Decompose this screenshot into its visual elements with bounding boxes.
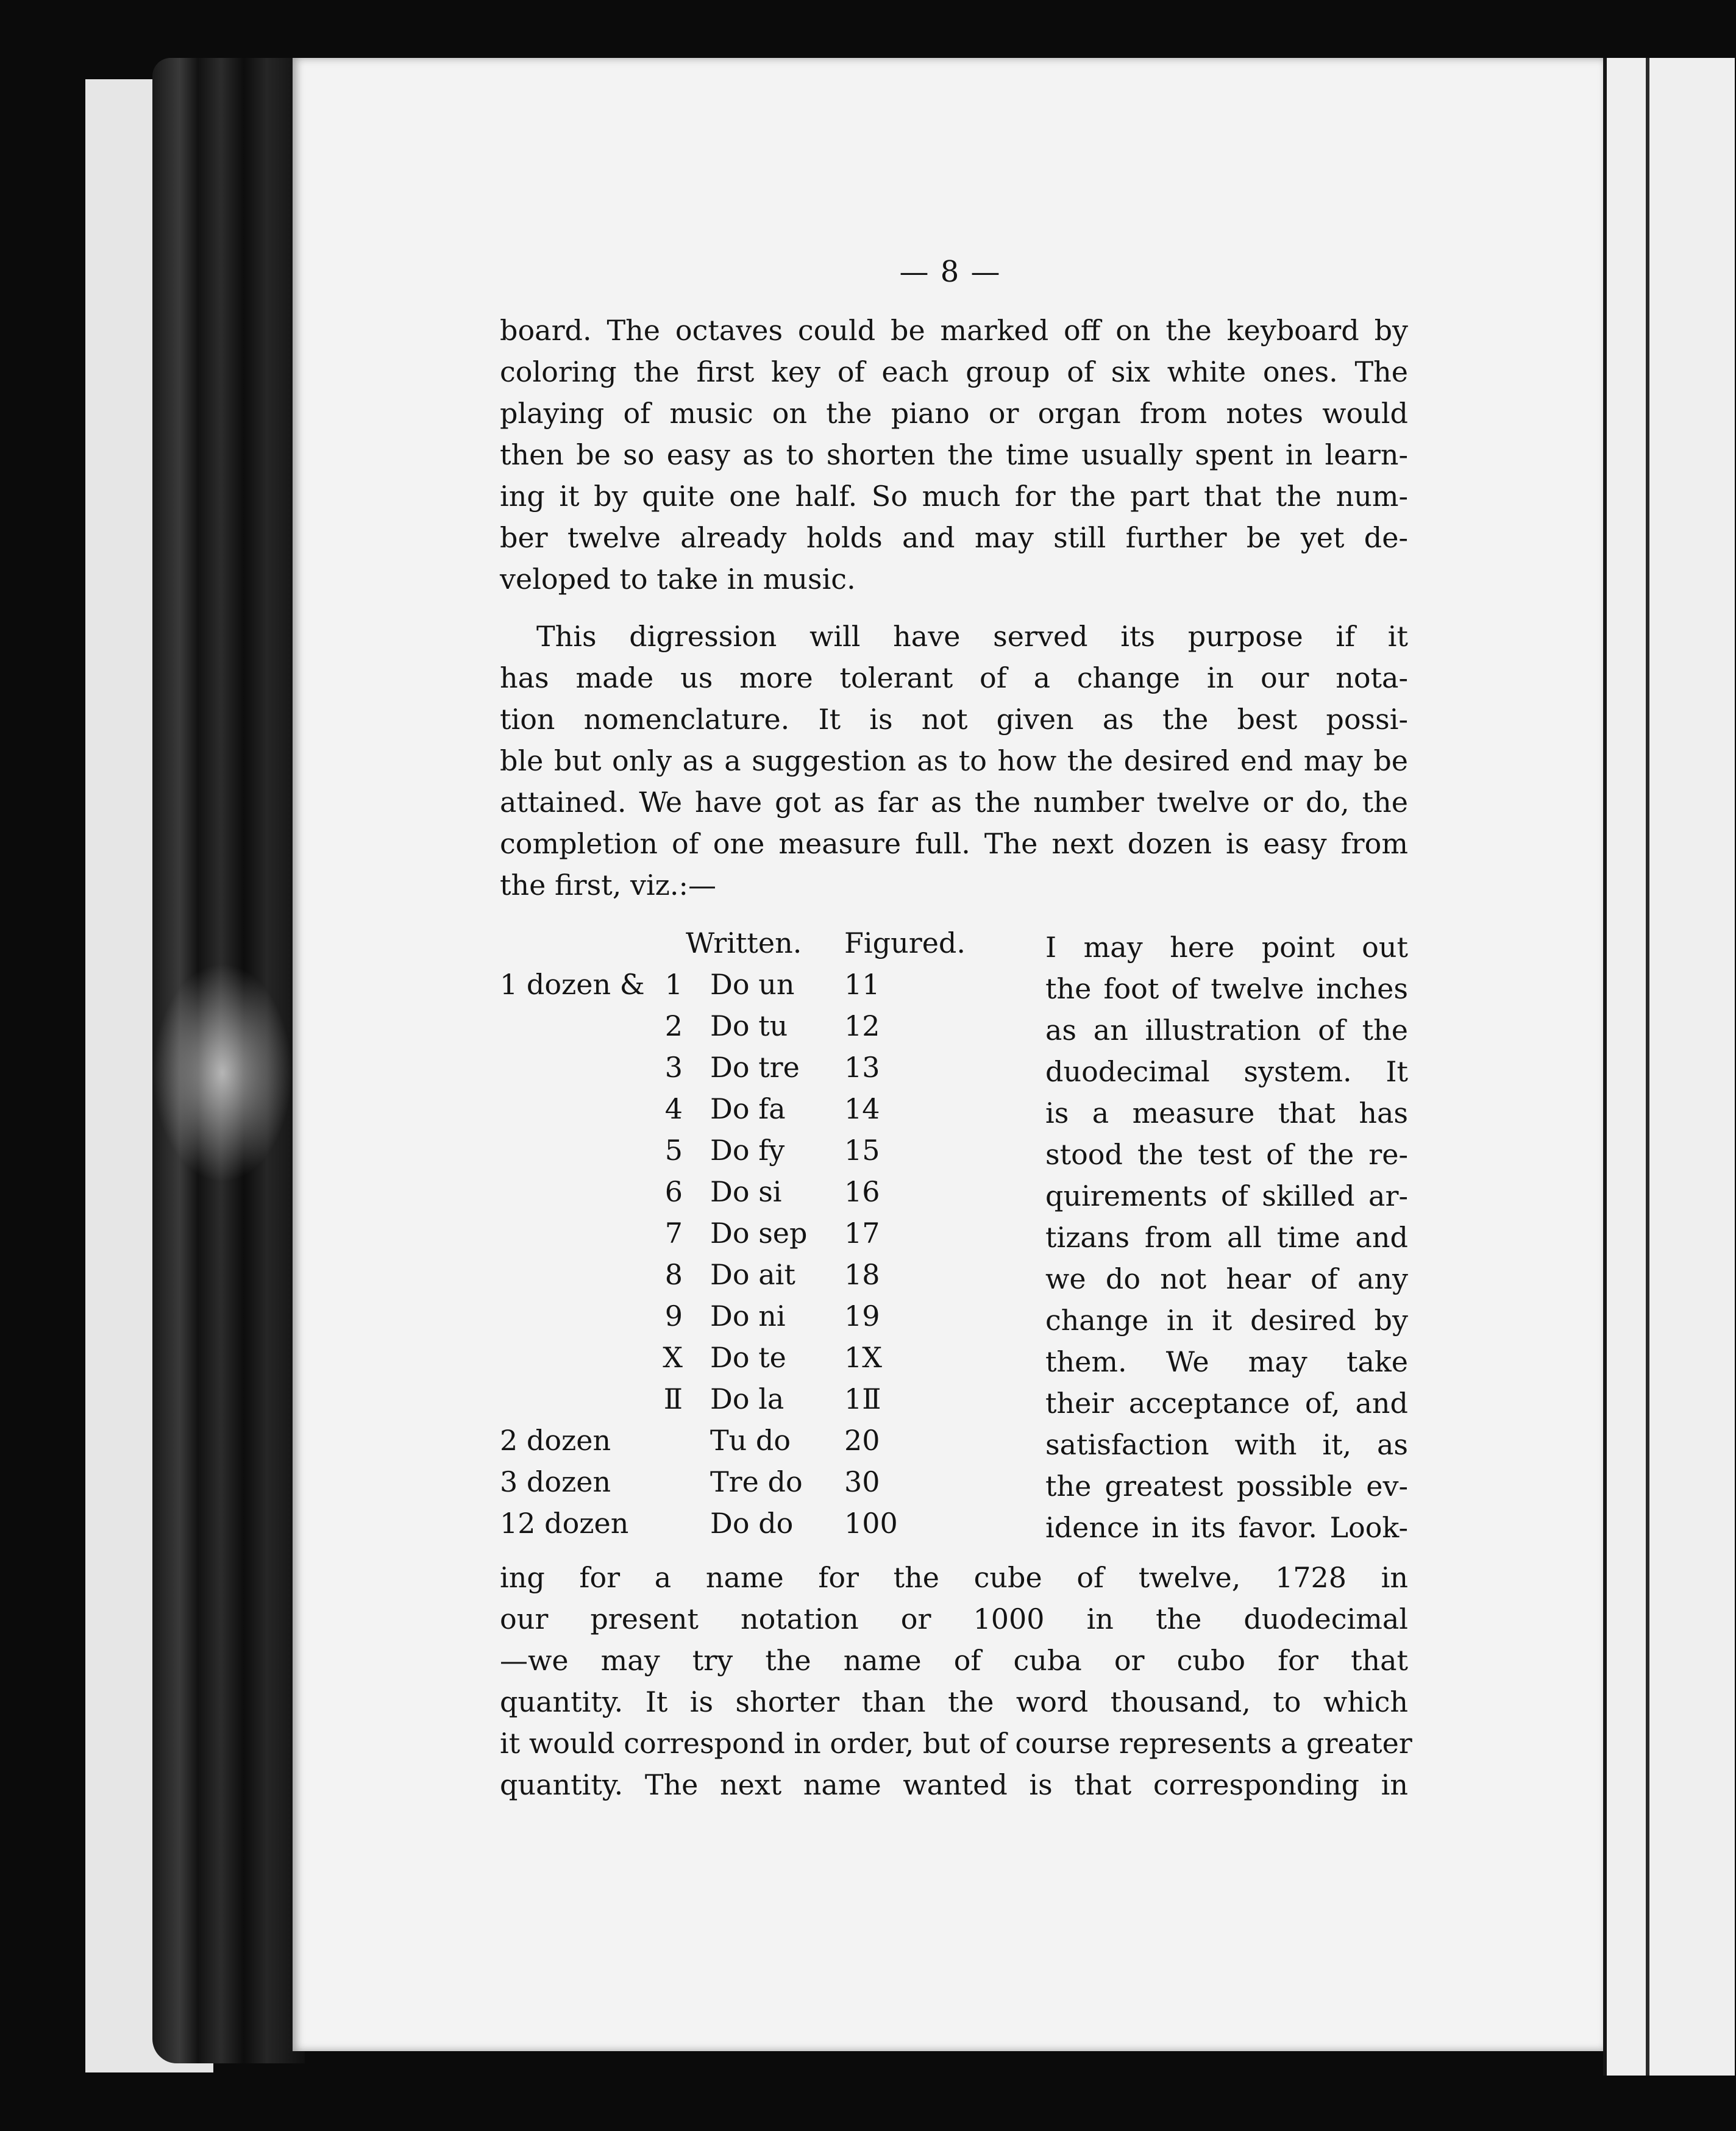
written-name: Do si xyxy=(710,1175,782,1208)
row-number: 1 xyxy=(664,968,683,1001)
table-row xyxy=(500,1092,1006,1134)
text-line: —we may try the name of cuba or cubo for that xyxy=(500,1644,1408,1677)
figured-value: 12 xyxy=(844,1009,880,1042)
text-line: coloring the first key of each group of six white ones. The xyxy=(500,355,1408,388)
row-number: X xyxy=(663,1341,683,1374)
row-number: 5 xyxy=(664,1134,683,1167)
table-row xyxy=(500,1382,1006,1424)
column-header-figured: Figured. xyxy=(844,927,966,959)
figured-value: 1X xyxy=(844,1341,883,1374)
table-row xyxy=(500,1009,1006,1051)
text-line: satisfaction with it, as xyxy=(1045,1428,1408,1461)
text-line: as an illustration of the xyxy=(1045,1014,1408,1047)
text-line: our present notation or 1000 in the duodecimal xyxy=(500,1603,1408,1635)
next-page-edge xyxy=(1603,58,1735,2076)
figured-value: 19 xyxy=(844,1300,880,1332)
figured-value: 16 xyxy=(844,1175,880,1208)
text-line: stood the test of the re- xyxy=(1045,1138,1408,1171)
table-row xyxy=(500,1175,1006,1217)
table-row xyxy=(500,968,1006,1009)
written-name: Tre do xyxy=(710,1465,803,1498)
figured-value: 15 xyxy=(844,1134,880,1167)
table-row xyxy=(500,1217,1006,1258)
written-name: Do fa xyxy=(710,1092,786,1125)
text-line: board. The octaves could be marked off on the keyboard by xyxy=(500,314,1408,347)
binding-line xyxy=(1646,58,1649,2076)
text-line: their acceptance of, and xyxy=(1045,1387,1408,1420)
row-number: 2 xyxy=(664,1009,683,1042)
table-row xyxy=(500,1465,1006,1507)
written-name: Do tre xyxy=(710,1051,800,1084)
row-number: 6 xyxy=(664,1175,683,1208)
text-line: veloped to take in music. xyxy=(500,563,856,596)
text-line: quantity. The next name wanted is that corresponding in xyxy=(500,1768,1408,1801)
figured-value: 13 xyxy=(844,1051,880,1084)
written-name: Do tu xyxy=(710,1009,788,1042)
column-header-written: Written. xyxy=(686,927,802,959)
text-line: tion nomenclature. It is not given as the best possi- xyxy=(500,703,1408,736)
written-name: Do un xyxy=(710,968,795,1001)
table-header xyxy=(500,927,1006,968)
written-name: Do fy xyxy=(710,1134,785,1167)
table-row xyxy=(500,1134,1006,1175)
text-line: quantity. It is shorter than the word thousand, to which xyxy=(500,1685,1408,1718)
paper-damage-mark xyxy=(152,963,293,1183)
table-row xyxy=(500,1300,1006,1341)
text-line: the greatest possible ev- xyxy=(1045,1470,1408,1503)
paragraph-1 xyxy=(500,310,1408,600)
table-row xyxy=(500,1051,1006,1092)
figured-value: 1Ⅱ xyxy=(844,1382,881,1415)
written-name: Do la xyxy=(710,1382,784,1415)
text-line: playing of music on the piano or organ from notes would xyxy=(500,397,1408,430)
text-line: completion of one measure full. The next dozen is easy from xyxy=(500,827,1408,860)
row-label: 1 dozen & xyxy=(500,968,645,1001)
written-name: Do te xyxy=(710,1341,786,1374)
text-line: change in it desired by xyxy=(1045,1304,1408,1337)
text-line: ble but only as a suggestion as to how the desired end may be xyxy=(500,744,1408,777)
figured-value: 20 xyxy=(844,1424,880,1457)
table-row xyxy=(500,1507,1006,1548)
row-number: 4 xyxy=(664,1092,683,1125)
text-line: the foot of twelve inches xyxy=(1045,972,1408,1005)
row-label: 12 dozen xyxy=(500,1507,629,1540)
figured-value: 18 xyxy=(844,1258,880,1291)
text-line: duodecimal system. It xyxy=(1045,1055,1408,1088)
row-number: 3 xyxy=(664,1051,683,1084)
text-line: we do not hear of any xyxy=(1045,1262,1408,1295)
written-name: Do sep xyxy=(710,1217,808,1250)
table-row xyxy=(500,1341,1006,1382)
row-number: 8 xyxy=(664,1258,683,1291)
text-line: I may here point out xyxy=(1045,931,1408,964)
text-line: them. We may take xyxy=(1045,1345,1408,1378)
paragraph-3 xyxy=(500,1557,1412,1805)
text-line: it would correspond in order, but of course represents a greater xyxy=(500,1727,1412,1760)
row-label: 3 dozen xyxy=(500,1465,611,1498)
written-name: Do ait xyxy=(710,1258,795,1291)
text-line: idence in its favor. Look- xyxy=(1045,1511,1408,1544)
written-name: Do do xyxy=(710,1507,794,1540)
figured-value: 14 xyxy=(844,1092,880,1125)
text-line: is a measure that has xyxy=(1045,1097,1408,1130)
table-row xyxy=(500,1424,1006,1465)
paragraph-2 xyxy=(500,616,1408,906)
figured-value: 11 xyxy=(844,968,880,1001)
text-line: quirements of skilled ar- xyxy=(1045,1179,1408,1212)
figured-value: 30 xyxy=(844,1465,880,1498)
row-label: 2 dozen xyxy=(500,1424,611,1457)
written-name: Do ni xyxy=(710,1300,786,1332)
row-number: 7 xyxy=(664,1217,683,1250)
text-line: attained. We have got as far as the number twelve or do, the xyxy=(500,786,1408,819)
row-number: Ⅱ xyxy=(663,1382,683,1415)
text-line: ing for a name for the cube of twelve, 1728 in xyxy=(500,1561,1408,1594)
table-row xyxy=(500,1258,1006,1300)
side-note xyxy=(1045,927,1408,1548)
text-line: ing it by quite one half. So much for the part that the num- xyxy=(500,480,1408,513)
page-number: — 8 — xyxy=(899,255,1001,289)
text-line: ber twelve already holds and may still further be yet de- xyxy=(500,521,1408,554)
text-line: has made us more tolerant of a change in our nota- xyxy=(500,661,1408,694)
figured-value: 17 xyxy=(844,1217,880,1250)
text-line: tizans from all time and xyxy=(1045,1221,1408,1254)
row-number: 9 xyxy=(664,1300,683,1332)
written-name: Tu do xyxy=(710,1424,791,1457)
figured-value: 100 xyxy=(844,1507,898,1540)
duodecimal-table xyxy=(500,927,1006,1548)
text-line: This digression will have served its purpose if it xyxy=(536,620,1408,653)
text-line: the first, viz.:— xyxy=(500,869,717,902)
text-line: then be so easy as to shorten the time usually spent in learn- xyxy=(500,438,1408,471)
